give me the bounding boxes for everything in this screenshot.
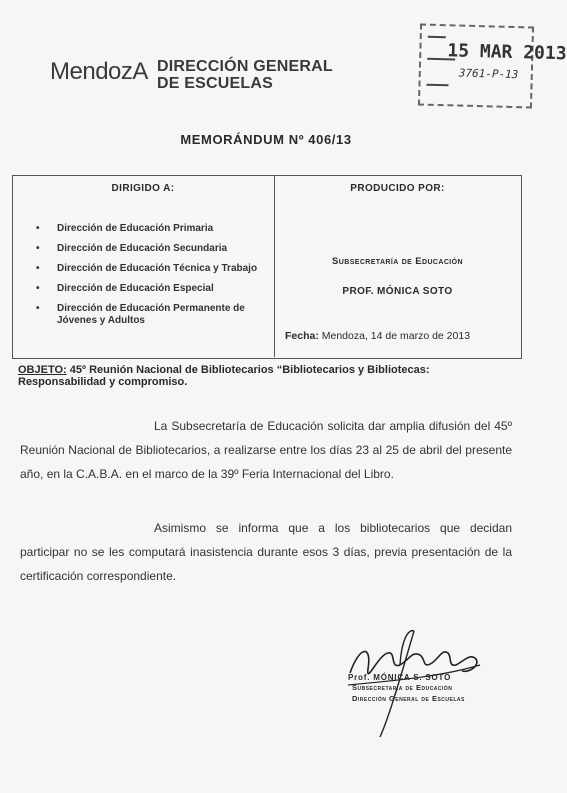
date-value: Mendoza, 14 de marzo de 2013 (318, 330, 471, 342)
stamp-scribble (428, 36, 446, 38)
body-paragraph-1: La Subsecretaría de Educación solicita dar amplia difusión del 45º Reunión Nacional de Bibliotecarios, a realizarse entre los días 23 al 25 de abril del presente año, en la C.A.B.A. en el marco de la 39º Feria Internacional del Libro. (20, 419, 512, 481)
subject-label: OBJETO: (18, 364, 67, 376)
subject-line (18, 364, 518, 388)
list-item: • Dirección de Educación Permanente de Jóvenes y Adultos (36, 303, 266, 327)
subject-text: 45º Reunión Nacional de Bibliotecarios “Bibliotecarios y Bibliotecas: Responsabilidad y compromiso. (18, 364, 430, 388)
date-label: Fecha: (285, 330, 319, 342)
date-line (285, 330, 470, 342)
stamp-reference: 3761-P-13 (458, 66, 519, 82)
signatory-title-1: Subsecretaria de Educación (352, 683, 453, 692)
logo-line-1: DIRECCIÓN GENERAL (157, 58, 333, 75)
producer-name: PROF. MÓNICA SOTO (342, 286, 453, 297)
body-paragraph-2: Asimismo se informa que a los bibliotecarios que decidan participar no se les computará inasistencia durante esos 3 días, previa presentación de la certificación correspondiente. (20, 521, 512, 583)
list-item: • Dirección de Educación Técnica y Trabajo (36, 263, 266, 275)
signatory-name: Prof. MÓNICA S. SOTO (348, 673, 452, 682)
memo-title: MEMORÁNDUM Nº 406/13 (180, 132, 352, 147)
logo-line-2: DE ESCUELAS (157, 75, 273, 92)
list-item: • Dirección de Educación Especial (36, 283, 266, 295)
list-item: • Dirección de Educación Primaria (36, 223, 266, 235)
recipient-list (36, 223, 266, 335)
mendoza-logo-word: MendozA (50, 58, 148, 85)
dirigido-label: DIRIGIDO A: (111, 183, 175, 194)
producido-label: PRODUCIDO POR: (350, 183, 445, 194)
list-item: • Dirección de Educación Secundaria (36, 243, 266, 255)
stamp-date: 15 MAR 2013 (447, 40, 567, 65)
stamp-scribble (426, 84, 448, 87)
producer-office: Subsecretaría de Educación (332, 256, 463, 267)
reception-stamp (418, 24, 567, 109)
signatory-title-2: Dirección General de Escuelas (352, 694, 465, 703)
